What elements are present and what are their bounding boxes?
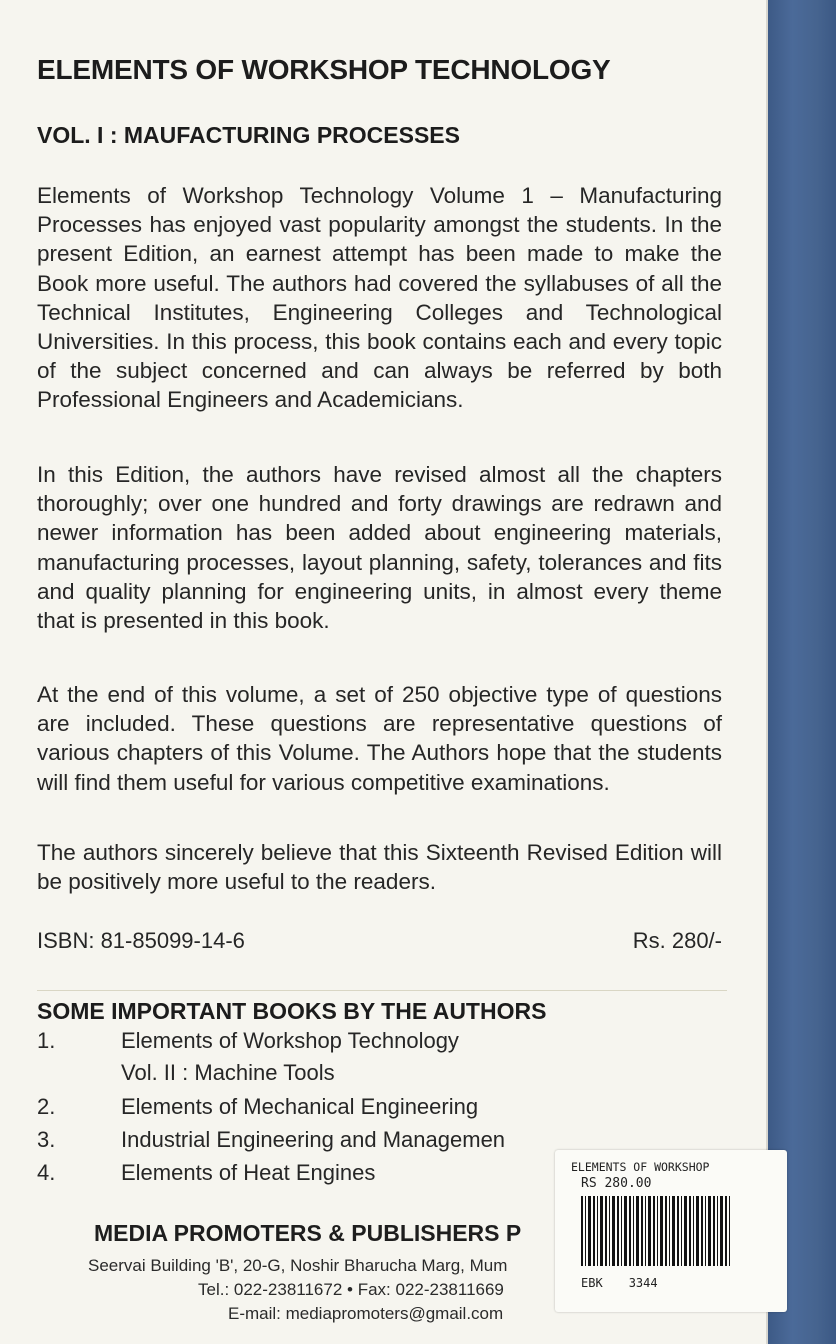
price: Rs. 280/- [632, 928, 722, 953]
sticker-title: ELEMENTS OF WORKSHOP [571, 1160, 710, 1174]
price-sticker [555, 1150, 787, 1312]
book-item: Elements of Mechanical Engineering [121, 1094, 479, 1119]
sticker-code [581, 1276, 658, 1290]
books-heading: SOME IMPORTANT BOOKS BY THE AUTHORS [37, 998, 547, 1024]
book-title: ELEMENTS OF WORKSHOP TECHNOLOGY [37, 54, 611, 85]
blurb-paragraph-2: In this Edition, the authors have revised almost all the chapters thoroughly; over one hundred and forty drawings are redrawn and newer information has been added about engineering materials, manufacturing processes, layout planning, safety, tolerances and fits and quality planning for engineering units, in almost every theme that is presented in this book. [37, 462, 722, 634]
sticker-number: 3344 [628, 1276, 658, 1290]
book-item: Elements of Workshop Technology [121, 1028, 459, 1053]
book-item: Elements of Heat Engines [121, 1160, 376, 1185]
book-number: 2. [37, 1094, 56, 1119]
book-number: 1. [37, 1028, 56, 1053]
book-number: 3. [37, 1127, 56, 1152]
divider [37, 990, 727, 991]
publisher-address: Seervai Building 'B', 20-G, Noshir Bharucha Marg, Mum [88, 1256, 508, 1275]
book-item: Vol. II : Machine Tools [121, 1060, 335, 1085]
book-item: Industrial Engineering and Managemen [121, 1127, 506, 1152]
blurb-paragraph-3: At the end of this volume, a set of 250 objective type of questions are included. These questions are representative questions of various chapters of this Volume. The Authors hope that the students will find them useful for various competitive examinations. [37, 682, 722, 795]
book-spine [766, 0, 836, 1344]
blurb-paragraph-4: The authors sincerely believe that this Sixteenth Revised Edition will be positively more useful to the readers. [37, 840, 722, 895]
barcode-icon [581, 1196, 731, 1266]
isbn: ISBN: 81-85099-14-6 [37, 928, 245, 953]
blurb-paragraph-1: Elements of Workshop Technology Volume 1 – Manufacturing Processes has enjoyed vast popularity amongst the students. In the present Edition, an earnest attempt has been made to make the Book more useful. The authors had covered the syllabuses of all the Technical Institutes, Engineering Colleges and Technological Universities. In this process, this book contains each and every topic of the subject concerned and can always be referred by both Professional Engineers and Academicians. [37, 183, 722, 413]
book-number: 4. [37, 1160, 56, 1185]
sticker-price: RS 280.00 [581, 1176, 652, 1191]
publisher-email: E-mail: mediapromoters@gmail.com [228, 1304, 504, 1323]
sticker-code-prefix: EBK [581, 1276, 603, 1290]
publisher-phone: Tel.: 022-23811672 • Fax: 022-23811669 [198, 1280, 504, 1299]
publisher-name: MEDIA PROMOTERS & PUBLISHERS P [94, 1220, 522, 1246]
volume-subtitle: VOL. I : MAUFACTURING PROCESSES [37, 122, 460, 148]
